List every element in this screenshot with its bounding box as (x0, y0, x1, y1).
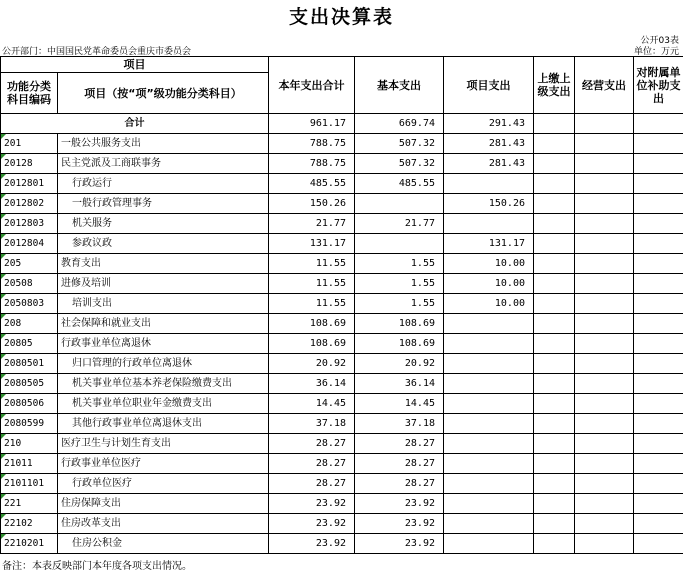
table-row (1, 494, 683, 514)
row-business (575, 274, 634, 294)
row-project (444, 174, 534, 194)
row-name: 一般行政管理事务 (58, 194, 269, 214)
row-subsidy (634, 254, 683, 274)
row-project (444, 314, 534, 334)
table-row (1, 414, 683, 434)
table-row (1, 514, 683, 534)
row-upper (534, 194, 575, 214)
row-code: 2080505 (1, 374, 58, 394)
row-basic: 21.77 (355, 214, 444, 234)
total-amount: 961.17 (269, 114, 355, 134)
expenditure-table (0, 56, 683, 554)
row-basic: 37.18 (355, 414, 444, 434)
table-row (1, 374, 683, 394)
row-basic: 507.32 (355, 134, 444, 154)
table-row (1, 434, 683, 454)
row-name: 住房改革支出 (58, 514, 269, 534)
row-upper (534, 154, 575, 174)
header-item-group: 项目 (1, 57, 269, 73)
row-name: 教育支出 (58, 254, 269, 274)
row-business (575, 514, 634, 534)
header-subsidy: 对附属单位补助支出 (634, 57, 683, 114)
row-code: 20805 (1, 334, 58, 354)
row-basic: 23.92 (355, 514, 444, 534)
row-project (444, 374, 534, 394)
footnote: 备注：本表反映部门本年度各项支出情况。 (2, 561, 192, 572)
row-project: 150.26 (444, 194, 534, 214)
row-subsidy (634, 194, 683, 214)
row-code: 205 (1, 254, 58, 274)
row-total: 485.55 (269, 174, 355, 194)
row-business (575, 354, 634, 374)
page-title: 支出决算表 (288, 6, 394, 28)
row-upper (534, 434, 575, 454)
row-subsidy (634, 354, 683, 374)
row-basic (355, 194, 444, 214)
row-business (575, 534, 634, 554)
row-basic: 36.14 (355, 374, 444, 394)
row-upper (534, 474, 575, 494)
header-business: 经营支出 (575, 57, 634, 114)
table-row (1, 234, 683, 254)
row-code: 2080506 (1, 394, 58, 414)
row-basic: 20.92 (355, 354, 444, 374)
row-basic: 28.27 (355, 454, 444, 474)
row-basic: 108.69 (355, 314, 444, 334)
row-project: 281.43 (444, 134, 534, 154)
row-name: 社会保障和就业支出 (58, 314, 269, 334)
row-business (575, 394, 634, 414)
row-basic: 28.27 (355, 474, 444, 494)
row-subsidy (634, 334, 683, 354)
row-total: 23.92 (269, 514, 355, 534)
row-upper (534, 254, 575, 274)
row-subsidy (634, 454, 683, 474)
row-name: 医疗卫生与计划生育支出 (58, 434, 269, 454)
row-total: 37.18 (269, 414, 355, 434)
row-code: 2101101 (1, 474, 58, 494)
row-business (575, 134, 634, 154)
table-row (1, 314, 683, 334)
row-business (575, 234, 634, 254)
row-name: 进修及培训 (58, 274, 269, 294)
header-basic: 基本支出 (355, 57, 444, 114)
row-project (444, 514, 534, 534)
row-project: 10.00 (444, 294, 534, 314)
row-business (575, 214, 634, 234)
row-total: 788.75 (269, 154, 355, 174)
table-row (1, 254, 683, 274)
row-total: 788.75 (269, 134, 355, 154)
row-code: 2080599 (1, 414, 58, 434)
unit-label: 单位：万元 (633, 47, 679, 57)
department-label: 公开部门：中国国民党革命委员会重庆市委员会 (2, 47, 192, 57)
row-name: 参政议政 (58, 234, 269, 254)
row-business (575, 494, 634, 514)
row-subsidy (634, 154, 683, 174)
row-project: 10.00 (444, 254, 534, 274)
form-code: 公开03表 (640, 36, 679, 46)
total-project: 291.43 (444, 114, 534, 134)
table-row-total (1, 114, 683, 134)
row-code: 210 (1, 434, 58, 454)
row-code: 22102 (1, 514, 58, 534)
row-basic: 485.55 (355, 174, 444, 194)
row-upper (534, 454, 575, 474)
table-row (1, 174, 683, 194)
row-subsidy (634, 494, 683, 514)
row-subsidy (634, 294, 683, 314)
total-basic: 669.74 (355, 114, 444, 134)
header-upper: 上缴上级支出 (534, 57, 575, 114)
row-business (575, 154, 634, 174)
row-subsidy (634, 134, 683, 154)
row-project (444, 414, 534, 434)
row-name: 行政单位医疗 (58, 474, 269, 494)
table-row (1, 334, 683, 354)
row-upper (534, 414, 575, 434)
header-code: 功能分类科目编码 (1, 73, 58, 114)
row-code: 221 (1, 494, 58, 514)
row-name: 归口管理的行政单位离退休 (58, 354, 269, 374)
table-row (1, 354, 683, 374)
row-name: 机关事业单位基本养老保险缴费支出 (58, 374, 269, 394)
row-subsidy (634, 314, 683, 334)
row-basic: 507.32 (355, 154, 444, 174)
table-row (1, 294, 683, 314)
row-upper (534, 234, 575, 254)
row-project (444, 434, 534, 454)
table-row (1, 194, 683, 214)
row-name: 民主党派及工商联事务 (58, 154, 269, 174)
row-business (575, 254, 634, 274)
row-code: 21011 (1, 454, 58, 474)
row-project: 131.17 (444, 234, 534, 254)
row-upper (534, 274, 575, 294)
row-code: 2012804 (1, 234, 58, 254)
row-code: 208 (1, 314, 58, 334)
row-project (444, 534, 534, 554)
header-name: 项目（按“项”级功能分类科目） (58, 73, 269, 114)
row-upper (534, 214, 575, 234)
row-total: 131.17 (269, 234, 355, 254)
row-total: 108.69 (269, 334, 355, 354)
row-basic: 108.69 (355, 334, 444, 354)
row-business (575, 434, 634, 454)
row-total: 11.55 (269, 274, 355, 294)
row-business (575, 414, 634, 434)
row-project: 281.43 (444, 154, 534, 174)
row-business (575, 334, 634, 354)
row-total: 150.26 (269, 194, 355, 214)
row-code: 2012803 (1, 214, 58, 234)
row-code: 2012801 (1, 174, 58, 194)
row-code: 201 (1, 134, 58, 154)
row-basic: 14.45 (355, 394, 444, 414)
row-total: 108.69 (269, 314, 355, 334)
table-row (1, 474, 683, 494)
row-total: 23.92 (269, 494, 355, 514)
row-subsidy (634, 394, 683, 414)
row-total: 21.77 (269, 214, 355, 234)
row-total: 28.27 (269, 474, 355, 494)
row-project (444, 474, 534, 494)
row-upper (534, 374, 575, 394)
row-code: 2012802 (1, 194, 58, 214)
row-name: 一般公共服务支出 (58, 134, 269, 154)
table-row (1, 534, 683, 554)
total-upper (534, 114, 575, 134)
row-project (444, 214, 534, 234)
total-label: 合计 (1, 114, 269, 134)
row-code: 2210201 (1, 534, 58, 554)
row-project (444, 394, 534, 414)
row-upper (534, 334, 575, 354)
row-total: 36.14 (269, 374, 355, 394)
row-business (575, 194, 634, 214)
row-total: 20.92 (269, 354, 355, 374)
row-subsidy (634, 414, 683, 434)
row-upper (534, 514, 575, 534)
row-basic: 23.92 (355, 494, 444, 514)
row-name: 行政事业单位医疗 (58, 454, 269, 474)
row-name: 机关服务 (58, 214, 269, 234)
row-business (575, 454, 634, 474)
row-name: 其他行政事业单位离退休支出 (58, 414, 269, 434)
row-name: 机关事业单位职业年金缴费支出 (58, 394, 269, 414)
row-upper (534, 314, 575, 334)
row-name: 住房公积金 (58, 534, 269, 554)
row-basic: 1.55 (355, 294, 444, 314)
row-total: 28.27 (269, 454, 355, 474)
row-code: 2080501 (1, 354, 58, 374)
row-subsidy (634, 174, 683, 194)
row-business (575, 294, 634, 314)
row-subsidy (634, 374, 683, 394)
row-upper (534, 174, 575, 194)
row-upper (534, 294, 575, 314)
row-project: 10.00 (444, 274, 534, 294)
header-project: 项目支出 (444, 57, 534, 114)
row-total: 11.55 (269, 294, 355, 314)
row-code: 2050803 (1, 294, 58, 314)
row-name: 培训支出 (58, 294, 269, 314)
row-code: 20128 (1, 154, 58, 174)
row-subsidy (634, 214, 683, 234)
row-upper (534, 134, 575, 154)
row-basic: 1.55 (355, 254, 444, 274)
table-row (1, 214, 683, 234)
row-basic: 28.27 (355, 434, 444, 454)
row-total: 14.45 (269, 394, 355, 414)
table-row (1, 154, 683, 174)
row-name: 行政运行 (58, 174, 269, 194)
row-business (575, 314, 634, 334)
table-row (1, 454, 683, 474)
table-row (1, 394, 683, 414)
row-subsidy (634, 534, 683, 554)
row-business (575, 174, 634, 194)
row-total: 11.55 (269, 254, 355, 274)
row-upper (534, 534, 575, 554)
row-project (444, 494, 534, 514)
row-business (575, 474, 634, 494)
row-project (444, 334, 534, 354)
header-total: 本年支出合计 (269, 57, 355, 114)
row-upper (534, 354, 575, 374)
total-business (575, 114, 634, 134)
row-code: 20508 (1, 274, 58, 294)
row-name: 行政事业单位离退休 (58, 334, 269, 354)
row-basic (355, 234, 444, 254)
row-business (575, 374, 634, 394)
row-basic: 1.55 (355, 274, 444, 294)
row-subsidy (634, 434, 683, 454)
row-project (444, 354, 534, 374)
row-subsidy (634, 514, 683, 534)
row-upper (534, 394, 575, 414)
row-subsidy (634, 234, 683, 254)
row-basic: 23.92 (355, 534, 444, 554)
row-total: 23.92 (269, 534, 355, 554)
row-name: 住房保障支出 (58, 494, 269, 514)
row-subsidy (634, 274, 683, 294)
table-row (1, 134, 683, 154)
row-subsidy (634, 474, 683, 494)
row-project (444, 454, 534, 474)
total-subsidy (634, 114, 683, 134)
row-upper (534, 494, 575, 514)
row-total: 28.27 (269, 434, 355, 454)
table-row (1, 274, 683, 294)
